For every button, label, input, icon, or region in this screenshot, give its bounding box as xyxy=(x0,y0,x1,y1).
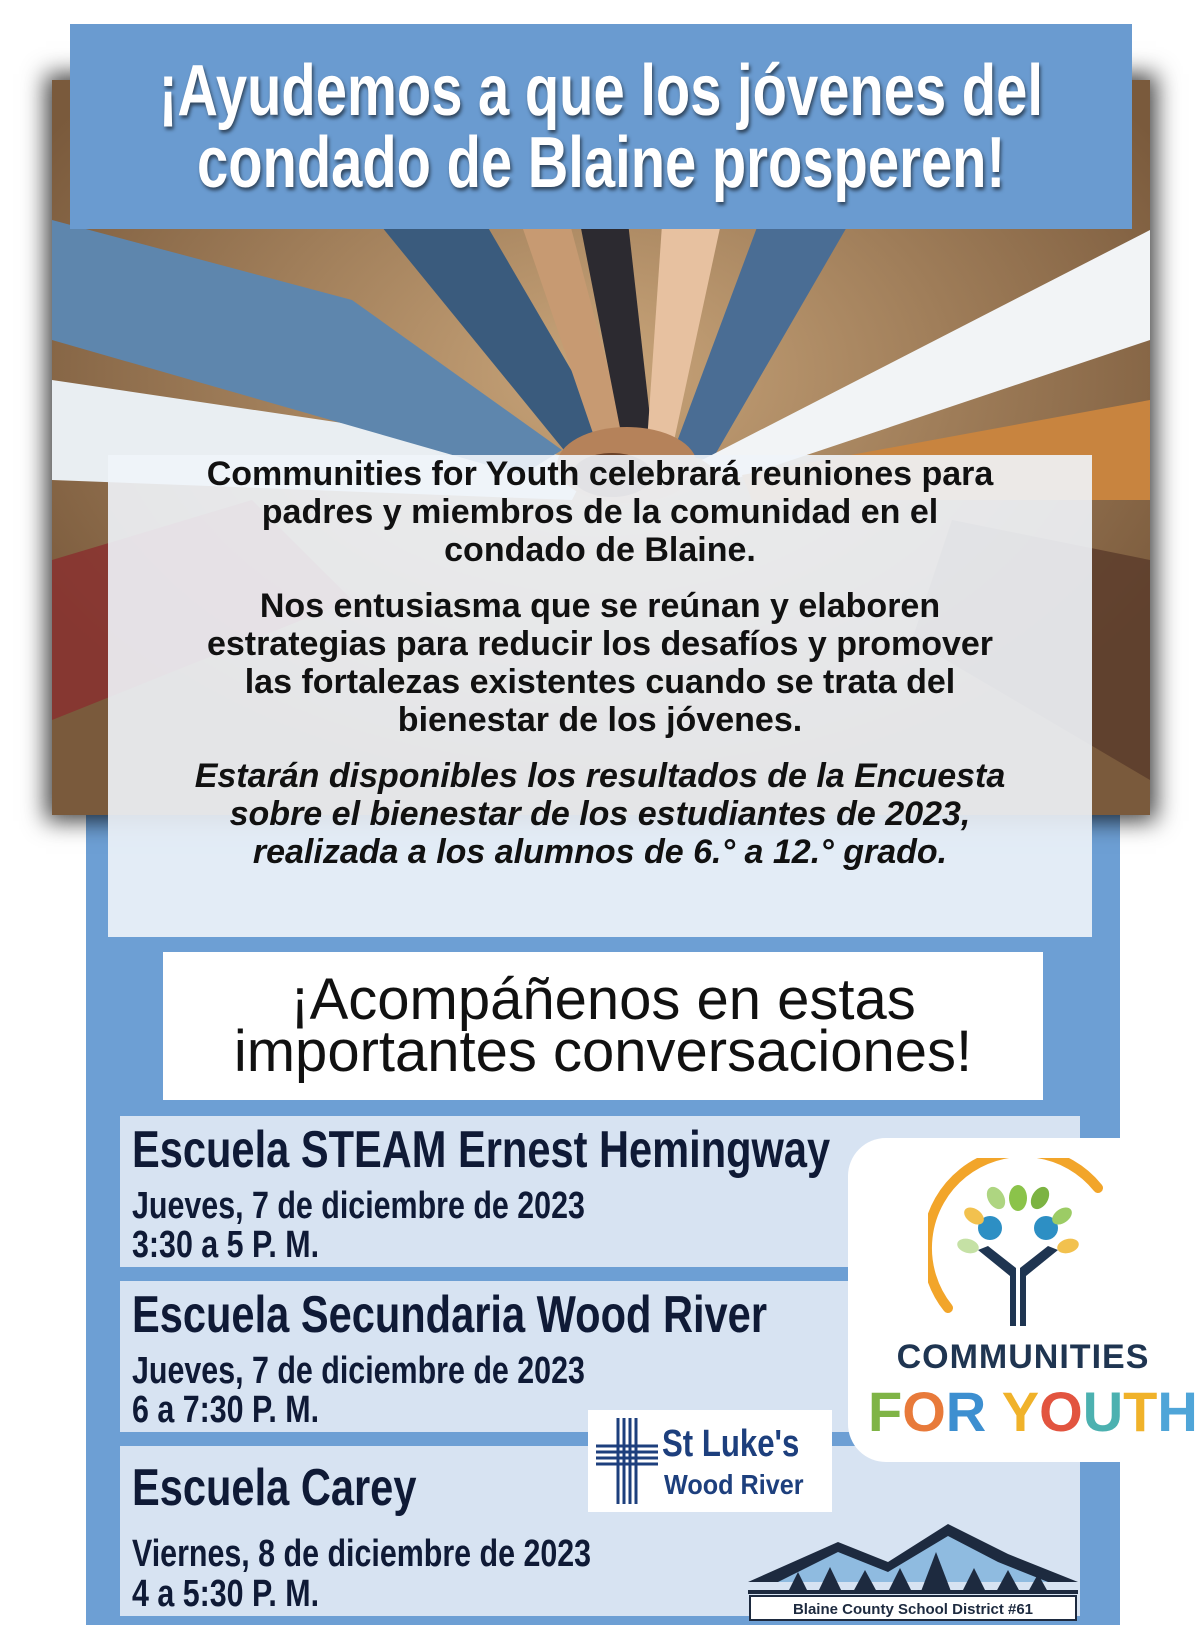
intro-line: condado de Blaine. xyxy=(444,531,756,569)
info-box xyxy=(108,455,1092,937)
st-lukes-name: St Luke's xyxy=(662,1423,800,1465)
goals-paragraph xyxy=(108,587,1092,739)
cfy-letter: F xyxy=(868,1380,903,1443)
survey-line: Estarán disponibles los resultados de la Encuesta xyxy=(194,757,1006,795)
title-banner xyxy=(70,24,1132,229)
event-date: Jueves, 7 de diciembre de 2023 xyxy=(132,1185,585,1227)
intro-paragraph xyxy=(108,455,1092,569)
join-line-1: ¡Acompáñenos en estas xyxy=(290,967,916,1032)
join-callout xyxy=(163,952,1043,1100)
cfy-letter: R xyxy=(945,1380,987,1443)
district-caption: Blaine County School District #61 xyxy=(792,1601,1034,1618)
join-line-2: importantes conversaciones! xyxy=(233,1019,973,1084)
cfy-letter: T xyxy=(1123,1380,1158,1443)
st-lukes-logo xyxy=(588,1410,832,1512)
survey-line: realizada a los alumnos de 6.° a 12.° grado. xyxy=(252,833,948,871)
intro-line: Communities for Youth celebrará reuniones para xyxy=(206,455,994,493)
event-time: 3:30 a 5 P. M. xyxy=(132,1224,320,1266)
cfy-letter: O xyxy=(1039,1380,1083,1443)
cfy-word-communities: COMMUNITIES xyxy=(896,1338,1150,1376)
school-district-logo xyxy=(748,1512,1078,1622)
event-school-name: Escuela Carey xyxy=(132,1459,417,1517)
event-school-name: Escuela Secundaria Wood River xyxy=(132,1286,768,1344)
cfy-letter: Y xyxy=(1001,1380,1040,1443)
cfy-word-for-youth xyxy=(868,1380,1198,1443)
event-time: 6 a 7:30 P. M. xyxy=(132,1389,320,1431)
title-line-2: condado de Blaine prosperen! xyxy=(196,122,1006,203)
cross-icon xyxy=(594,1416,660,1506)
cfy-letter: O xyxy=(902,1380,946,1443)
survey-line: sobre el bienestar de los estudiantes de 2023, xyxy=(229,795,971,833)
event-time: 4 a 5:30 P. M. xyxy=(132,1573,320,1615)
goals-line: bienestar de los jóvenes. xyxy=(397,701,803,739)
event-date: Jueves, 7 de diciembre de 2023 xyxy=(132,1350,585,1392)
survey-paragraph xyxy=(108,757,1092,871)
title-line-1: ¡Ayudemos a que los jóvenes del xyxy=(158,50,1044,131)
cfy-letter: H xyxy=(1157,1380,1198,1443)
st-lukes-location: Wood River xyxy=(664,1469,804,1500)
tree-people-icon xyxy=(928,1158,1108,1338)
goals-line: estrategias para reducir los desafíos y promover xyxy=(206,625,994,663)
event-school-name: Escuela STEAM Ernest Hemingway xyxy=(132,1121,831,1179)
goals-line: Nos entusiasma que se reúnan y elaboren xyxy=(259,587,941,625)
event-date: Viernes, 8 de diciembre de 2023 xyxy=(132,1533,592,1575)
intro-line: padres y miembros de la comunidad en el xyxy=(261,493,939,531)
cfy-letter xyxy=(986,1380,1002,1443)
communities-for-youth-logo xyxy=(848,1138,1198,1462)
cfy-letter: U xyxy=(1082,1380,1124,1443)
goals-line: las fortalezas existentes cuando se trata del xyxy=(244,663,956,701)
